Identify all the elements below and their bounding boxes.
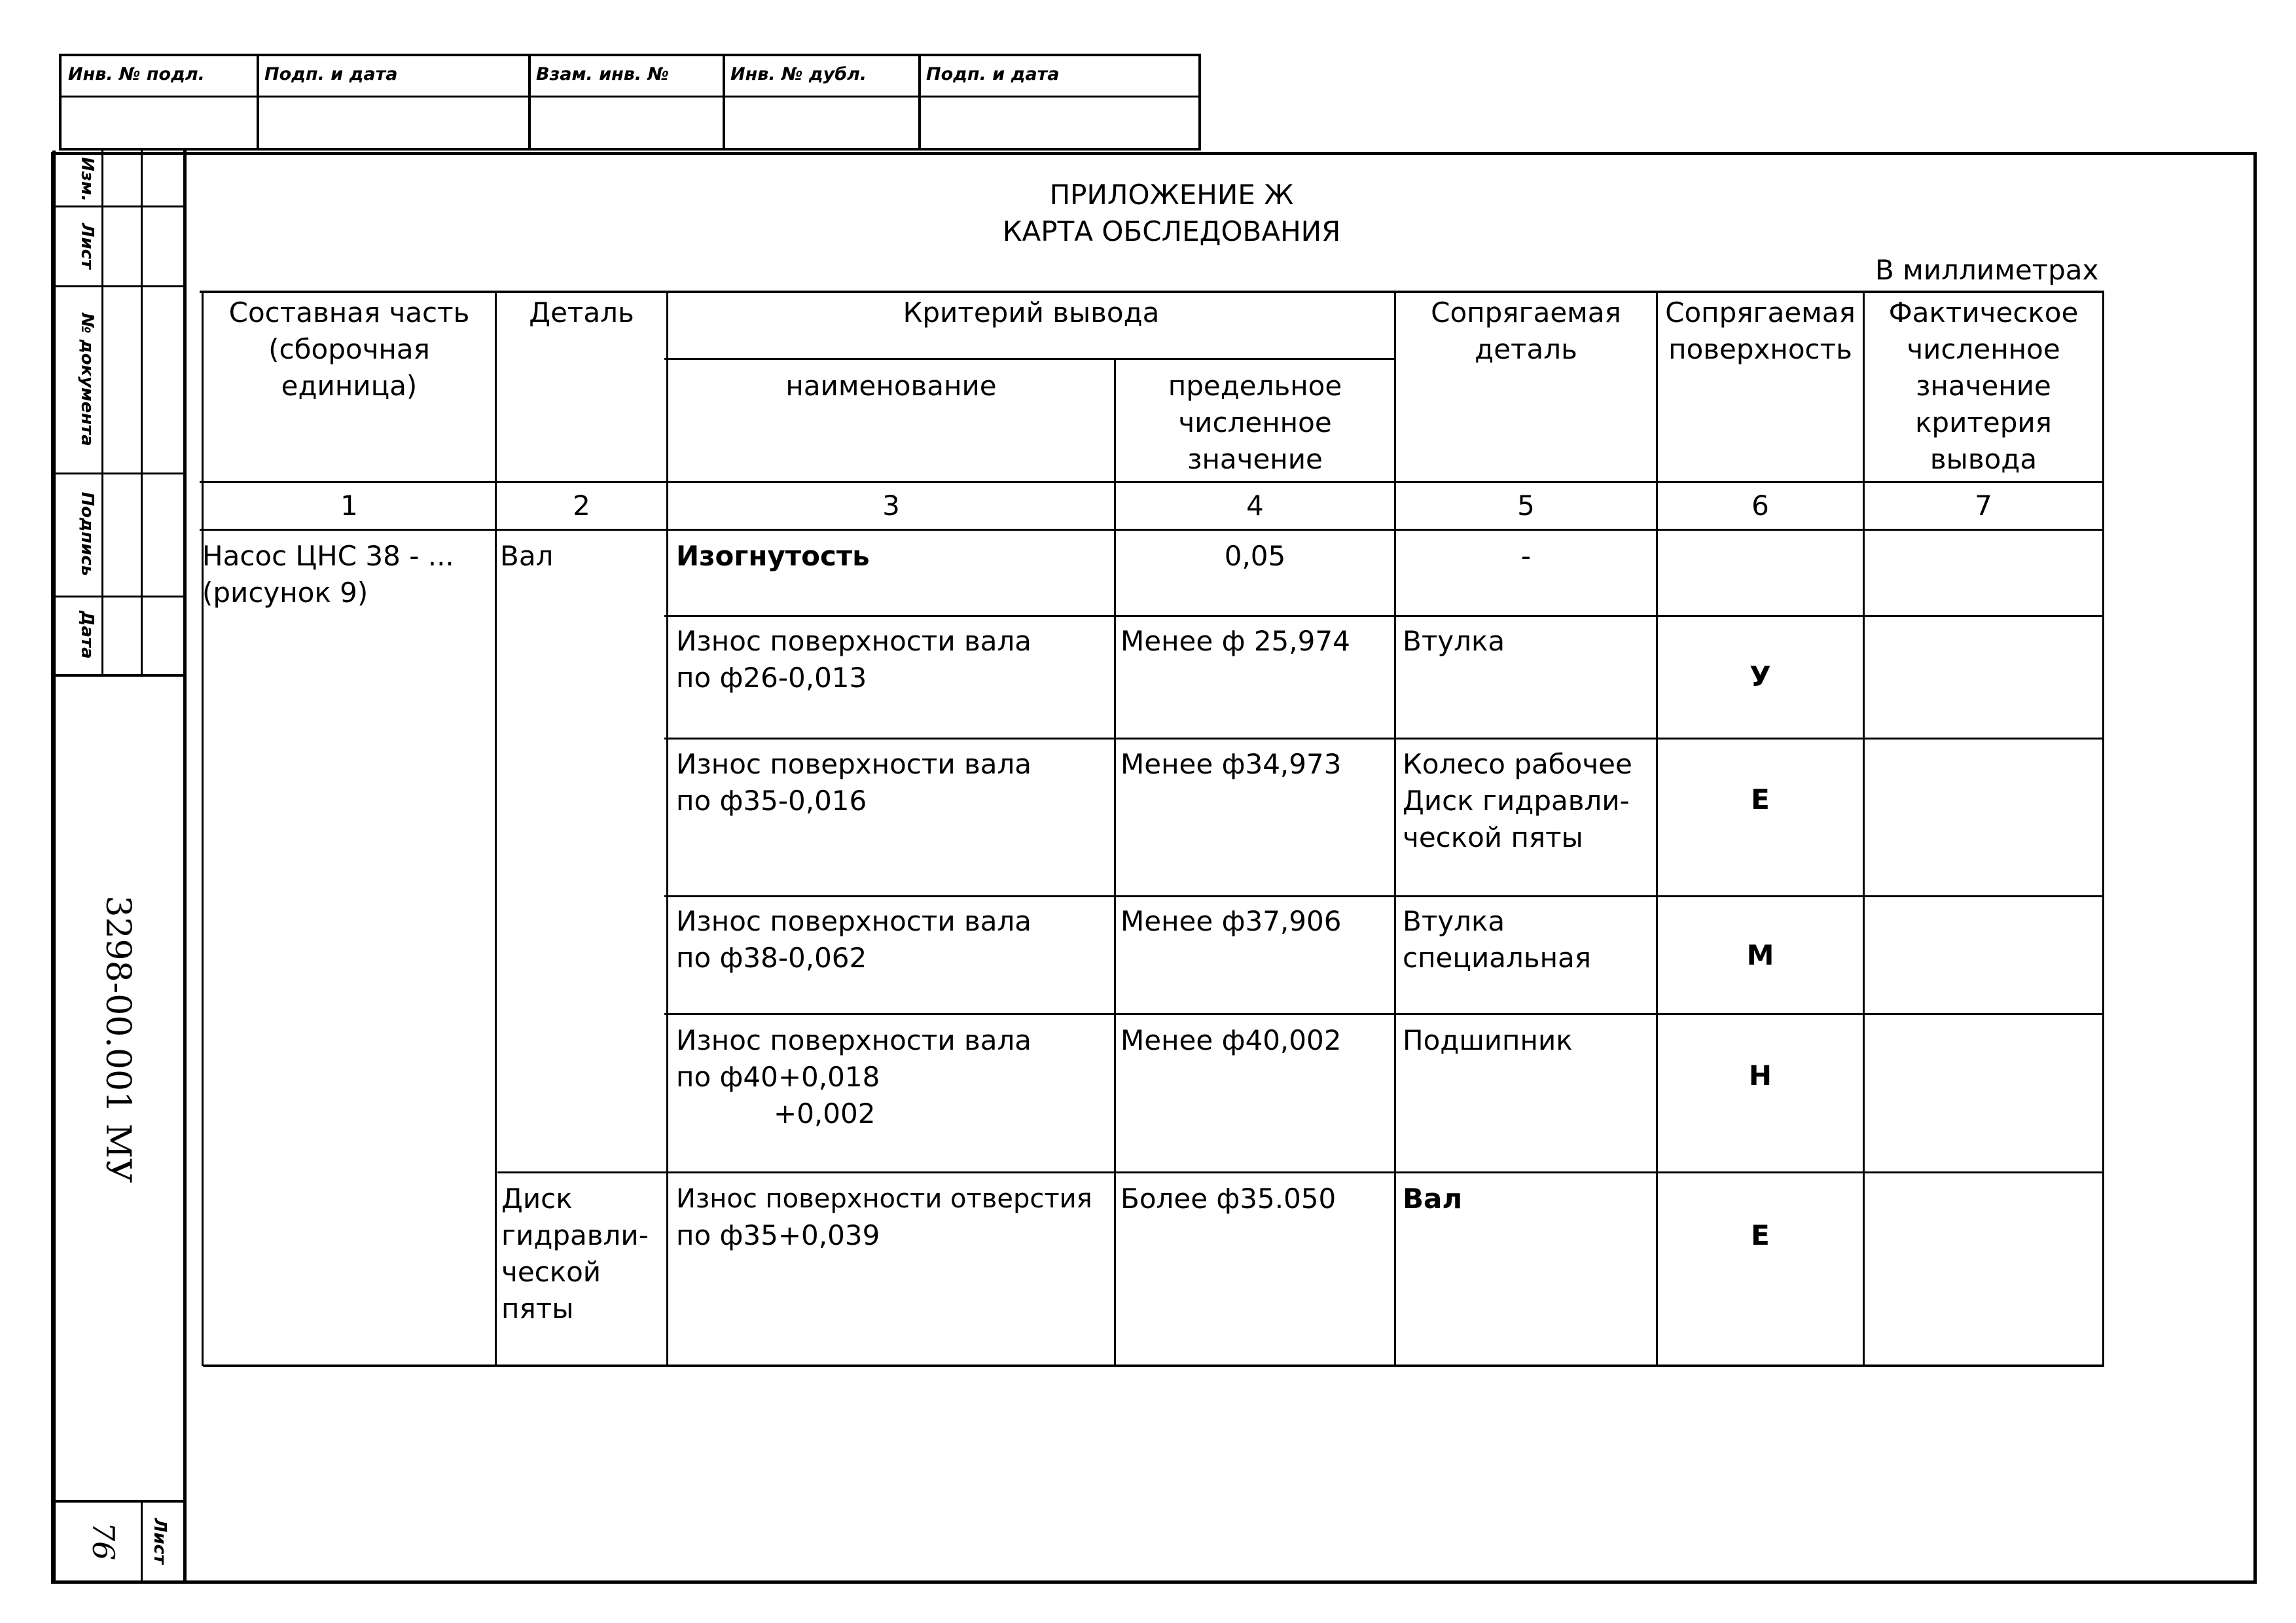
criterion-limit: Менее ф40,002 bbox=[1121, 1024, 1342, 1056]
col7-header-line4: критерия bbox=[1915, 406, 2052, 438]
col-number-4: 4 bbox=[1246, 490, 1264, 522]
criterion-name: Износ поверхности вала bbox=[676, 1024, 1032, 1056]
mating-surface: М bbox=[1746, 939, 1774, 971]
col1-header-line2: (сборочная bbox=[268, 333, 430, 365]
col4-header-line2: численное bbox=[1178, 406, 1332, 438]
part-disc-line1: Диск bbox=[501, 1183, 573, 1215]
col7-header-line2: численное bbox=[1907, 333, 2060, 365]
criterion-name-line2: по ф35-0,016 bbox=[676, 785, 867, 817]
stamp-left-col-1: Изм. bbox=[77, 157, 97, 202]
mating-surface: У bbox=[1749, 660, 1771, 692]
part-disc-line2: гидравли- bbox=[501, 1219, 649, 1251]
col-number-7: 7 bbox=[1975, 490, 1992, 522]
criterion-limit: 0,05 bbox=[1224, 540, 1286, 572]
col4-header-line3: значение bbox=[1187, 443, 1323, 475]
mating-part: Колесо рабочее bbox=[1403, 748, 1632, 780]
col6-header-line1: Сопрягаемая bbox=[1665, 296, 1856, 329]
criterion-limit: Менее ф34,973 bbox=[1121, 748, 1342, 780]
col-number-2: 2 bbox=[573, 490, 590, 522]
criterion-name: Износ поверхности вала bbox=[676, 625, 1032, 657]
criterion-name: Износ поверхности вала bbox=[676, 748, 1032, 780]
doc-code: 3298-00.001 МУ bbox=[98, 895, 137, 1183]
col3-header: наименование bbox=[785, 370, 997, 402]
stamp-top-col-4: Инв. № дубл. bbox=[730, 64, 867, 84]
criterion-name-line2: по ф26-0,013 bbox=[676, 662, 867, 694]
criterion-limit: Более ф35.050 bbox=[1121, 1183, 1336, 1215]
criterion-group-header: Критерий вывода bbox=[903, 296, 1160, 329]
stamp-left-col-4: Подпись bbox=[77, 491, 97, 577]
criterion-limit: Менее ф37,906 bbox=[1121, 905, 1342, 937]
assembly-figure: (рисунок 9) bbox=[202, 577, 368, 609]
col7-header-line3: значение bbox=[1916, 370, 2051, 402]
col6-header-line2: поверхность bbox=[1668, 333, 1852, 365]
col7-header-line1: Фактическое bbox=[1888, 296, 2079, 329]
col5-header-line1: Сопрягаемая bbox=[1431, 296, 1621, 329]
col-number-6: 6 bbox=[1751, 490, 1769, 522]
criterion-name-line3: +0,002 bbox=[774, 1097, 876, 1130]
mating-part-line2: специальная bbox=[1403, 942, 1592, 974]
mating-part: Втулка bbox=[1403, 905, 1505, 937]
part-shaft: Вал bbox=[500, 540, 554, 572]
criterion-limit: Менее ф 25,974 bbox=[1121, 625, 1350, 657]
col-number-3: 3 bbox=[882, 490, 900, 522]
col7-header-line5: вывода bbox=[1929, 443, 2037, 475]
stamp-top-col-1: Инв. № подл. bbox=[68, 64, 205, 84]
criterion-name: Износ поверхности отверстия bbox=[676, 1184, 1092, 1214]
col4-header-line1: предельное bbox=[1168, 370, 1342, 402]
criterion-name-line2: по ф35+0,039 bbox=[676, 1219, 880, 1251]
mating-part-line2: Диск гидравли- bbox=[1403, 785, 1630, 817]
mating-part: Втулка bbox=[1403, 625, 1505, 657]
stamp-top-col-2: Подп. и дата bbox=[264, 64, 398, 84]
criterion-name-line2: по ф40+0,018 bbox=[676, 1061, 880, 1093]
criterion-name: Изогнутость bbox=[676, 540, 870, 572]
mating-part: Подшипник bbox=[1403, 1024, 1573, 1056]
page-title: КАРТА ОБСЛЕДОВАНИЯ bbox=[1002, 215, 1341, 247]
sheet-number: 76 bbox=[86, 1522, 121, 1561]
sheet-label: Лист bbox=[150, 1518, 170, 1565]
criterion-name: Износ поверхности вала bbox=[676, 905, 1032, 937]
stamp-top-col-5: Подп. и дата bbox=[926, 64, 1060, 84]
col2-header: Деталь bbox=[529, 296, 634, 329]
col1-header-line1: Составная часть bbox=[228, 296, 470, 329]
mating-surface: Н bbox=[1748, 1060, 1772, 1092]
col-number-1: 1 bbox=[340, 490, 358, 522]
part-disc-line4: пяты bbox=[501, 1293, 574, 1325]
stamp-left-col-5: Дата bbox=[77, 611, 97, 659]
col1-header-line3: единица) bbox=[281, 370, 418, 402]
appendix-title: ПРИЛОЖЕНИЕ Ж bbox=[1049, 179, 1294, 211]
stamp-left-col-3: № документа bbox=[77, 313, 97, 446]
mating-surface: Е bbox=[1751, 1219, 1770, 1251]
col-number-5: 5 bbox=[1517, 490, 1535, 522]
part-disc-line3: ческой bbox=[501, 1256, 601, 1288]
stamp-left-col-2: Лист bbox=[77, 223, 97, 270]
stamp-top-col-3: Взам. инв. № bbox=[536, 64, 670, 84]
mating-part-line3: ческой пяты bbox=[1403, 821, 1583, 853]
assembly-name: Насос ЦНС 38 - ... bbox=[202, 540, 454, 572]
mating-part: - bbox=[1520, 540, 1532, 572]
criterion-name-line2: по ф38-0,062 bbox=[676, 942, 867, 974]
mating-surface: Е bbox=[1751, 783, 1770, 815]
col5-header-line2: деталь bbox=[1475, 333, 1577, 365]
units-label: В миллиметрах bbox=[1875, 254, 2099, 286]
mating-part: Вал bbox=[1403, 1183, 1463, 1215]
